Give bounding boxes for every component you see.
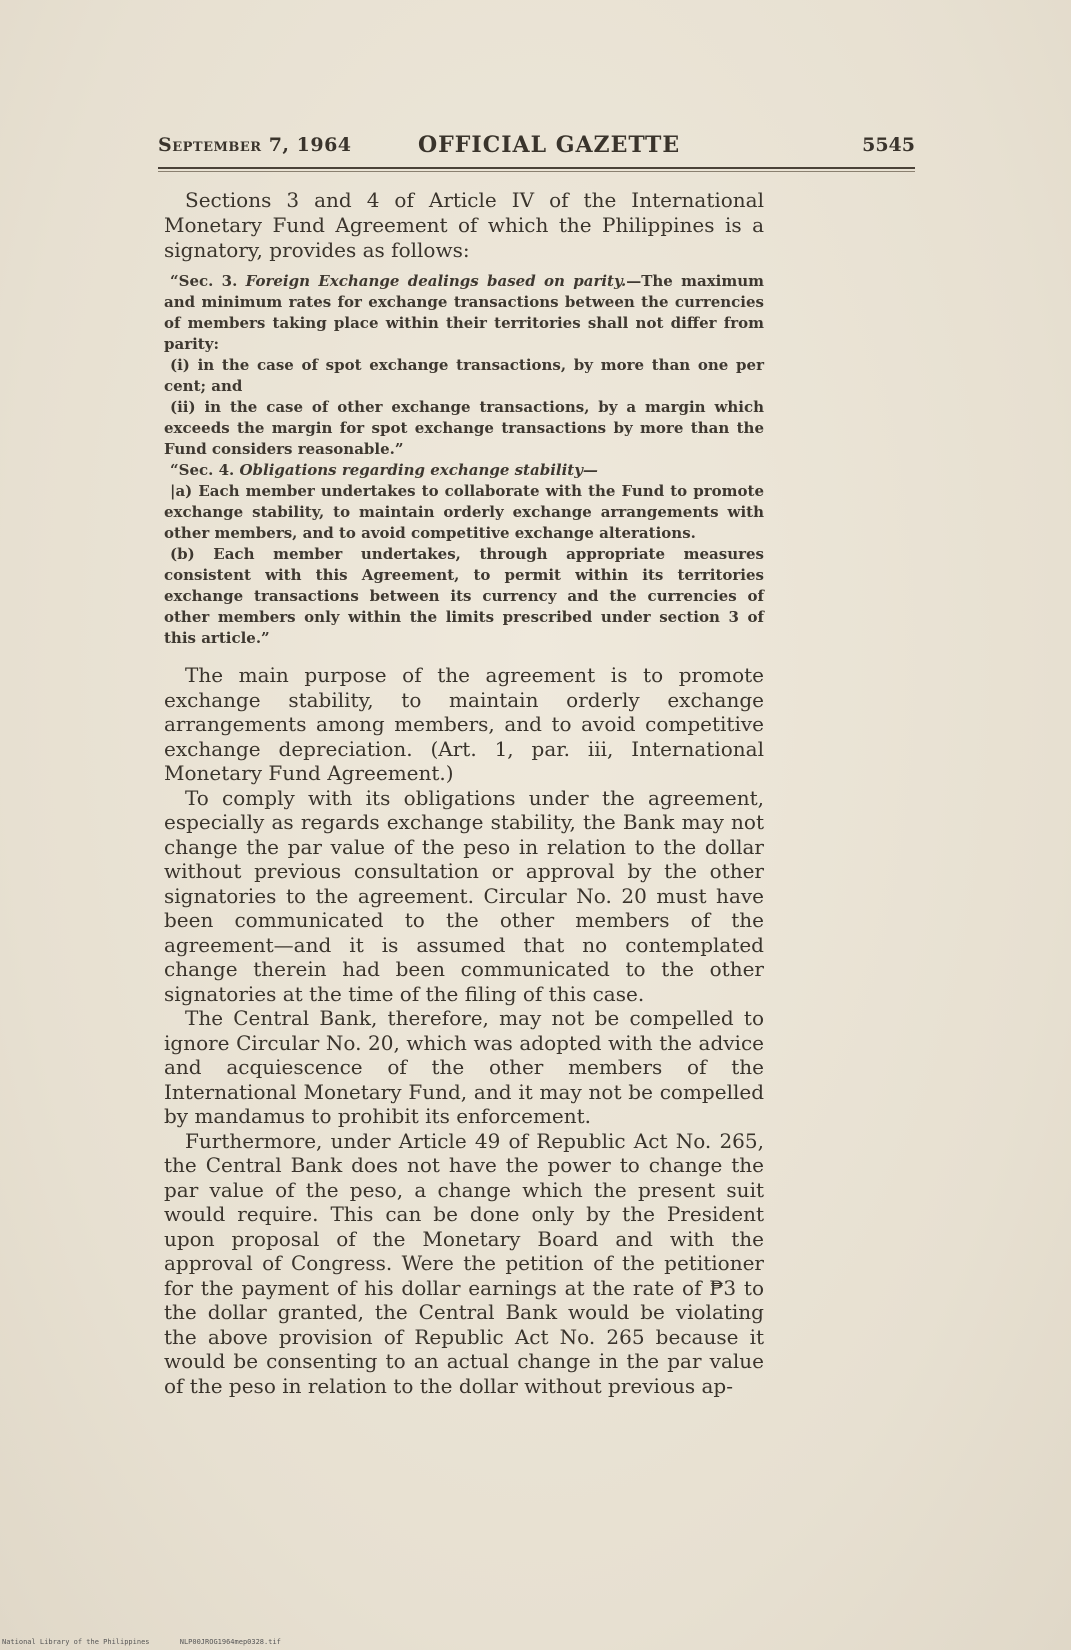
sec3-label: “Sec. 3. <box>170 272 238 290</box>
quote-sec4 <box>164 460 764 481</box>
header-date: September 7, 1964 <box>158 134 352 156</box>
page-header <box>158 130 915 160</box>
header-title: OFFICIAL GAZETTE <box>418 132 681 158</box>
scan-footer <box>2 1638 307 1646</box>
footer-library: National Library of the Philippines <box>2 1638 150 1646</box>
header-page-number: 5545 <box>862 134 915 156</box>
quoted-sections <box>164 271 764 649</box>
body-paragraph-3: The Central Bank, therefore, may not be compelled to ignore Circular No. 20, which was adopted with the advice and acquiescence of the other members of the International Monetary Fund, and it may not be compelled by mandamus to prohibit its enforcement. <box>164 1006 764 1128</box>
sec3-heading: Foreign Exchange dealings based on parity. <box>245 272 627 290</box>
body-paragraph-2: To comply with its obligations under the agreement, especially as regards exchange stability, the Bank may not change the par value of the peso in relation to the dollar without previous consultation or approval by the other signatories to the agreement. Circular No. 20 must have been communicated to the other members of the agreement—and it is assumed that no contemplated change therein had been communicated to the other signatories at the time of the filing of this case. <box>164 785 764 1006</box>
sec3-text: —The maximum and minimum rates for exchange transactions between the currencies of members taking place within their territories shall not differ from parity: <box>164 272 764 353</box>
quote-sec4-a: |a) Each member undertakes to collaborate with the Fund to promote exchange stability, to maintain orderly exchange arrangements with other members, and to avoid competitive exchange alterations. <box>164 482 764 542</box>
quote-sec4-b: (b) Each member undertakes, through appropriate measures consistent with this Agreement, to permit within its territories exchange transactions between its currency and the currencies of other members only within the limits prescribed under section 3 of this article.” <box>164 545 764 647</box>
sec4-heading: Obligations regarding exchange stability— <box>239 461 598 479</box>
footer-file: NLP00JROG1964mep0328.tif <box>179 1638 281 1646</box>
intro-paragraph: Sections 3 and 4 of Article IV of the International Monetary Fund Agreement of which the Philippines is a signatory, provides as follows: <box>164 188 764 262</box>
document-body <box>164 188 764 1398</box>
quote-sec3-i: (i) in the case of spot exchange transactions, by more than one per cent; and <box>164 356 764 395</box>
body-paragraph-1: The main purpose of the agreement is to promote exchange stability, to maintain orderly exchange arrangements among members, and to avoid competitive exchange depreciation. (Art. 1, par. iii, International Monetary Fund Agreement.) <box>164 663 764 785</box>
header-rule <box>158 167 915 169</box>
quote-sec3-ii: (ii) in the case of other exchange transactions, by a margin which exceeds the margin for spot exchange transactions by more than the Fund considers reasonable.” <box>164 398 764 458</box>
header-rule-thin <box>158 171 915 172</box>
sec4-label: “Sec. 4. <box>170 461 235 479</box>
quote-sec3 <box>164 271 764 355</box>
body-paragraph-4: Furthermore, under Article 49 of Republic Act No. 265, the Central Bank does not have the power to change the par value of the peso, a change which the present suit would require. This can be done only by the President upon proposal of the Monetary Board and with the approval of Congress. Were the petition of the petitioner for the payment of his dollar earnings at the rate of ₱3 to the dollar granted, the Central Bank would be violating the above provision of Republic Act No. 265 because it would be consenting to an actual change in the par value of the peso in relation to the dollar without previous ap- <box>164 1128 764 1398</box>
